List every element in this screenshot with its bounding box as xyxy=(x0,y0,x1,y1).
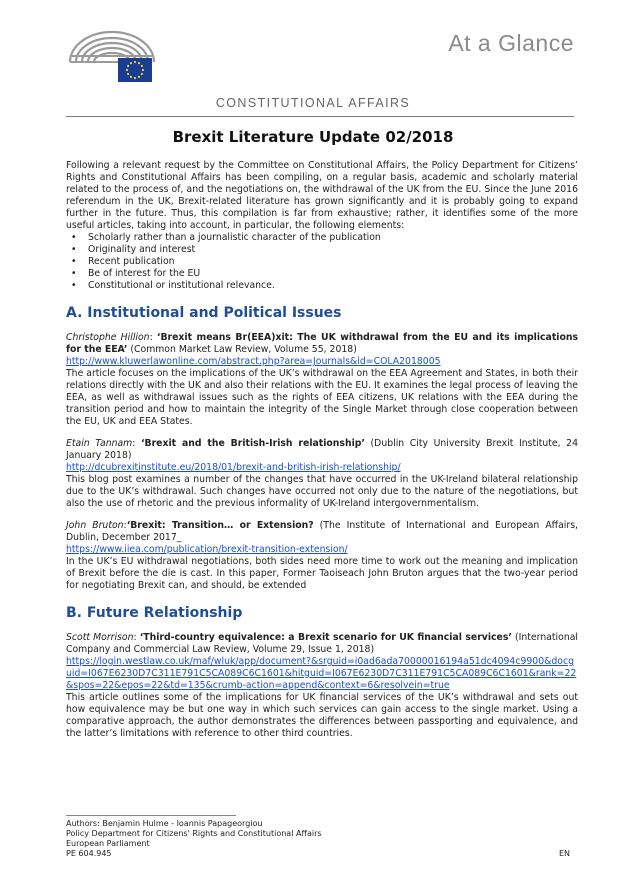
header-divider xyxy=(66,116,574,117)
entry-link[interactable]: http://dcubrexitinstitute.eu/2018/01/brexit-and-british-irish-relationship/ xyxy=(66,462,401,473)
criteria-item: • Be of interest for the EU xyxy=(88,268,578,280)
main-content xyxy=(66,160,578,740)
footer-department: Policy Department for Citizens' Rights and Constitutional Affairs xyxy=(66,829,322,838)
criteria-list xyxy=(66,232,578,292)
footer-authors: Authors: Benjamin Hulme - Ioannis Papageorgiou xyxy=(66,819,263,828)
european-parliament-logo xyxy=(64,28,160,84)
literature-entry xyxy=(66,438,578,510)
criteria-item: • Originality and interest xyxy=(88,244,578,256)
intro-paragraph: Following a relevant request by the Committee on Constitutional Affairs, the Policy Department for Citizens’ Rights and Constitutional Affairs has been compiling, on a regular basis, academic and scholarly material related to the process of, and the negotiations on, the withdrawal of the UK from the EU. Since the June 2016 referendum in the UK, Brexit-related literature has grown significantly and it is probably going to expand further in the future. Thus, this compilation is far from exhaustive; rather, it identifies some of the more useful articles, taking into account, in particular, the following elements: xyxy=(66,160,578,231)
entry-title: ‘Brexit: Transition… or Extension? xyxy=(126,520,314,531)
footer-reference: PE 604.945 xyxy=(66,849,112,858)
entry-separator: : xyxy=(123,520,127,531)
entry-source: (International Company and Commercial Law Review, Volume 29, Issue 1, 2018) xyxy=(66,632,578,655)
entry-description: In the UK’s EU withdrawal negotiations, both sides need more time to work out the meaning and implication of Brexit before the die is cast. In this paper, Former Taoiseach John Bruton argues that the two-year period for negotiating Brexit can, and should, be extended xyxy=(66,556,578,591)
entry-separator: : xyxy=(149,332,157,343)
footer-divider xyxy=(66,815,236,816)
criteria-item: • Recent publication xyxy=(88,256,578,268)
entry-author: Scott Morrison xyxy=(66,632,134,643)
entry-separator: : xyxy=(132,438,141,449)
footer-institution: European Parliament xyxy=(66,839,150,848)
literature-entry xyxy=(66,632,578,740)
literature-entry xyxy=(66,520,578,592)
entry-author: John Bruton xyxy=(66,520,124,531)
entry-source: (The Institute of International and European Affairs, Dublin, December 2017_ xyxy=(66,520,578,543)
footer xyxy=(66,819,322,859)
criteria-item: • Constitutional or institutional relevance. xyxy=(88,280,578,292)
entry-description: This blog post examines a number of the changes that have occurred in the UK-Ireland bilateral relationship due to the UK’s withdrawal. Such changes have occurred not only due to the nature of the negotiations, but also the use of rhetoric and the previous informality of UK-Ireland intergovernmentalism. xyxy=(66,474,578,509)
category-label: CONSTITUTIONAL AFFAIRS xyxy=(215,96,411,110)
entry-description: The article focuses on the implications of the UK’s withdrawal on the EEA Agreement and States, in both their relations directly with the UK and also their relations with the EU. It examines the legal process of leaving the EEA, as well as withdrawal issues such as the rights of EEA citizens, UK relations with the EEA during the transition period and how to maintain the integrity of the Single Market through close cooperation between the EU, UK and EEA States. xyxy=(66,368,578,427)
entry-link[interactable]: https://login.westlaw.co.uk/maf/wluk/app/document?&srguid=i0ad6ada70000016194a51dc4094c9900&docguid=I067E6230D7C311E791C5CA089C6C1601&hitguid=I067E6230D7C311E791C5CA089C6C1601&rank=22&spos=22&epos=22&td=135&crumb-action=append&context=6&resolvein=true xyxy=(66,656,577,691)
entry-separator: : xyxy=(133,632,140,643)
literature-entry xyxy=(66,332,578,428)
criteria-item: • Scholarly rather than a journalistic character of the publication xyxy=(88,232,578,244)
entry-title: ‘Third-country equivalence: a Brexit scenario for UK financial services’ xyxy=(139,632,512,643)
language-code: EN xyxy=(558,849,570,858)
page-title: Brexit Literature Update 02/2018 xyxy=(172,128,454,146)
entry-source: (Common Market Law Review, Volume 55, 2018) xyxy=(127,344,357,355)
entry-source: (Dublin City University Brexit Institute, 24 January 2018) xyxy=(66,438,578,461)
at-a-glance-banner: At a Glance xyxy=(448,30,574,56)
section-heading-a: A. Institutional and Political Issues xyxy=(66,305,342,321)
entry-description: This article outlines some of the implications for UK financial services of the UK’s withdrawal and sets out how equivalence may be but one way in which such services can gain access to the single market. Using a comparative approach, the author demonstrates the differences between passporting and equivalence, and the latter’s limitations with reference to other third countries. xyxy=(66,692,578,739)
entry-link[interactable]: http://www.kluwerlawonline.com/abstract.php?area=Journals&id=COLA2018005 xyxy=(66,356,441,367)
entry-link[interactable]: https://www.iiea.com/publication/brexit-transition-extension/ xyxy=(66,544,348,555)
entry-author: Christophe Hillion xyxy=(66,332,150,343)
section-heading-b: B. Future Relationship xyxy=(66,605,243,621)
entry-author: Etain Tannam xyxy=(66,438,133,449)
entry-title: ‘Brexit means Br(EEA)xit: The UK withdrawal from the EU and its implications for the EEA’ xyxy=(66,332,578,355)
entry-title: ‘Brexit and the British-Irish relationship’ xyxy=(140,438,365,449)
